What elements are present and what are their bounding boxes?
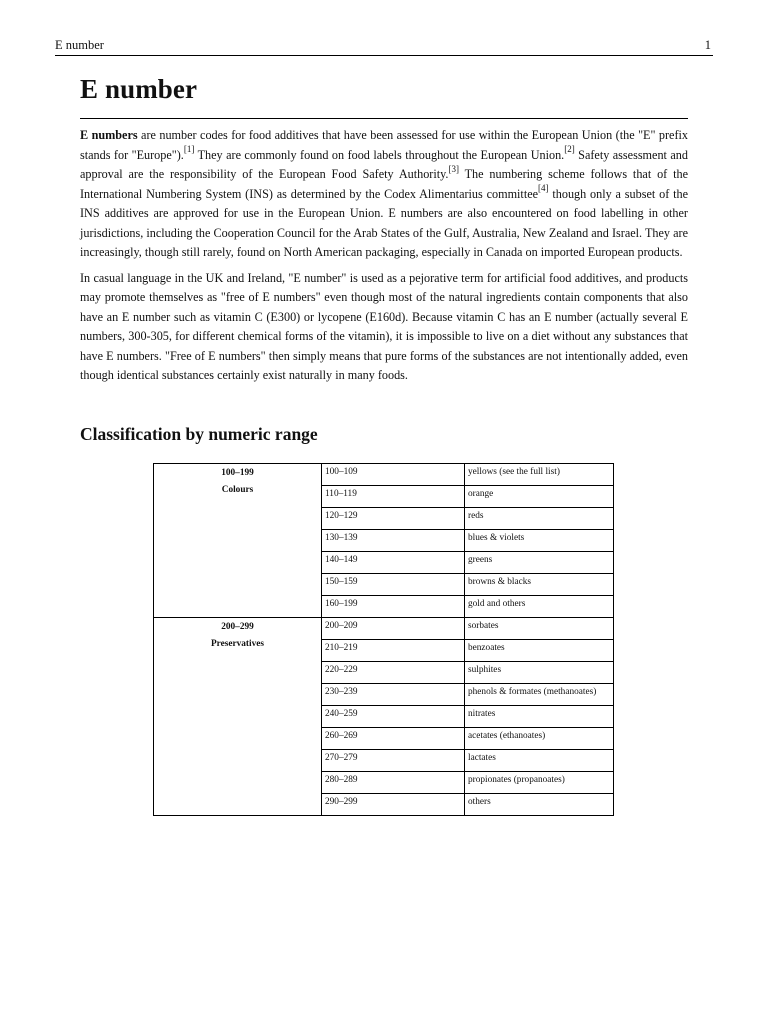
description-cell: greens — [465, 552, 614, 574]
range-cell: 120–129 — [322, 508, 465, 530]
description-cell: orange — [465, 486, 614, 508]
range-cell: 260–269 — [322, 728, 465, 750]
group-cell — [154, 618, 322, 816]
group-cell — [154, 464, 322, 618]
range-cell: 110–119 — [322, 486, 465, 508]
range-cell: 200–209 — [322, 618, 465, 640]
description-cell: phenols & formates (methanoates) — [465, 684, 614, 706]
intro-text-4: The numbering scheme follows that of the International Numbering System (INS) as determined by the Codex Alimentarius committee — [80, 167, 688, 201]
description-cell: propionates (propanoates) — [465, 772, 614, 794]
description-cell: nitrates — [465, 706, 614, 728]
reference-link-3[interactable]: [3] — [448, 163, 459, 174]
range-cell: 270–279 — [322, 750, 465, 772]
group-range: 200–299 — [221, 622, 254, 632]
description-cell: reds — [465, 508, 614, 530]
description-cell: sulphites — [465, 662, 614, 684]
description-cell: browns & blacks — [465, 574, 614, 596]
article-body — [80, 126, 688, 392]
description-cell: sorbates — [465, 618, 614, 640]
range-cell: 140–149 — [322, 552, 465, 574]
table-row — [154, 464, 614, 486]
description-cell: gold and others — [465, 596, 614, 618]
page-number: 1 — [704, 38, 711, 52]
reference-link-1[interactable]: [1] — [183, 144, 195, 155]
casual-language-paragraph: In casual language in the UK and Ireland, "E number" is used as a pejorative term for artificial food additives, and products may promote themselves as "free of E numbers" even though most of the natural ingredients contain components that also have an E number such as vitamin C (E300) or lycopene (E160d). Because vitamin C has an E number (actually several E numbers, 300-305, for different chemical forms of the vitamin), it is impossible to live on a diet without any substances that have E numbers. "Free of E numbers" then simply means that pure forms of the substances are not intentionally added, even though identical substances certainly exist naturally in many foods. — [80, 270, 688, 382]
description-cell: blues & violets — [465, 530, 614, 552]
running-header-title: E number — [55, 38, 104, 52]
range-cell: 210–219 — [322, 640, 465, 662]
section-heading: Classification by numeric range — [80, 424, 318, 444]
range-cell: 290–299 — [322, 794, 465, 816]
range-cell: 100–109 — [322, 464, 465, 486]
description-cell: others — [465, 794, 614, 816]
classification-table — [153, 463, 614, 816]
page-title: E number — [80, 74, 198, 104]
description-cell: yellows (see the full list) — [465, 464, 614, 486]
description-cell: lactates — [465, 750, 614, 772]
bold-lead: E numbers — [80, 128, 138, 142]
intro-text-2: They are commonly found on food labels throughout the European Union. — [194, 147, 565, 162]
reference-link-4[interactable]: [4] — [538, 183, 549, 194]
description-cell: acetates (ethanoates) — [465, 728, 614, 750]
range-cell: 160–199 — [322, 596, 465, 618]
range-cell: 220–229 — [322, 662, 465, 684]
range-cell: 230–239 — [322, 684, 465, 706]
range-cell: 280–289 — [322, 772, 465, 794]
title-rule — [80, 118, 688, 119]
intro-text-3: Safety assessment and approval are the responsibility of the European Food Safety Authority. — [80, 147, 688, 181]
range-cell: 150–159 — [322, 574, 465, 596]
group-name: Colours — [221, 485, 254, 495]
reference-link-2[interactable]: [2] — [564, 144, 575, 155]
description-cell: benzoates — [465, 640, 614, 662]
running-header — [55, 37, 713, 56]
group-range: 100–199 — [221, 468, 254, 478]
intro-text-1: are number codes for food additives that have been assessed for use within the European Union (the "E" prefix stands for "Europe"). — [80, 128, 688, 162]
range-cell: 130–139 — [322, 530, 465, 552]
range-cell: 240–259 — [322, 706, 465, 728]
intro-text-5: though only a subset of the INS additives are approved for use in the European Union. E numbers are also encountered on food labelling in other jurisdictions, including the Cooperation Council for the Arab States of the Gulf, Australia, New Zealand and Israel. They are increasingly, though still rarely, found on North American packaging, especially in Canada on imported European products. — [80, 186, 688, 259]
table-row — [154, 618, 614, 640]
intro-paragraph — [80, 126, 688, 263]
group-name: Preservatives — [210, 639, 264, 649]
